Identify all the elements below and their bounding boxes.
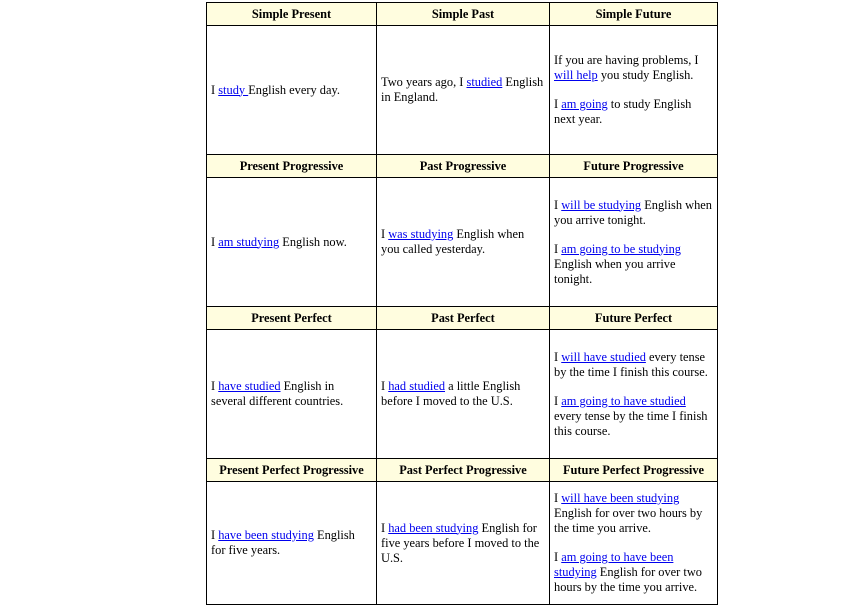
verb-link[interactable]: will have been studying — [561, 491, 680, 505]
example-cell-present-progressive — [207, 178, 377, 307]
sentence-end: every tense by the time I finish this course. — [554, 408, 708, 438]
example-sentence — [211, 528, 372, 558]
sentence-start: I — [554, 197, 562, 212]
example-sentence — [211, 83, 372, 98]
example-cell-simple-present — [207, 26, 377, 155]
sentence-start: I — [211, 82, 219, 97]
example-cell-simple-past — [377, 26, 550, 155]
sentence-end: English every day. — [248, 82, 340, 97]
sentence-start: I — [554, 491, 562, 505]
example-cell-present-perfect — [207, 330, 377, 459]
header-simple-present: Simple Present — [207, 3, 377, 26]
header-past-perfect: Past Perfect — [377, 307, 550, 330]
header-row — [207, 3, 718, 26]
tenses-table-body — [207, 3, 718, 605]
sentence-start: I — [211, 528, 219, 542]
example-sentence — [381, 227, 545, 257]
verb-link[interactable]: had studied — [388, 379, 446, 393]
header-row — [207, 459, 718, 482]
header-present-perfect: Present Perfect — [207, 307, 377, 330]
example-cell-simple-future — [550, 26, 718, 155]
verb-link[interactable]: am studying — [218, 234, 280, 249]
example-sentence — [554, 491, 713, 536]
sentence-start: I — [211, 234, 219, 249]
header-present-progressive: Present Progressive — [207, 155, 377, 178]
sentence-end: English when you called yesterday. — [381, 227, 525, 256]
verb-link[interactable]: will be studying — [561, 197, 642, 212]
example-cell-future-progressive — [550, 178, 718, 307]
example-sentence — [211, 379, 372, 409]
header-future-progressive: Future Progressive — [550, 155, 718, 178]
sentence-start: I — [211, 379, 219, 393]
header-simple-future: Simple Future — [550, 3, 718, 26]
sentence-end: English in England. — [381, 75, 544, 104]
example-cell-past-perfect — [377, 330, 550, 459]
sentence-end: you study English. — [597, 68, 694, 82]
example-cell-past-progressive — [377, 178, 550, 307]
header-present-perfect-progressive: Present Perfect Progressive — [207, 459, 377, 482]
sentence-end: English when you arrive tonight. — [554, 197, 712, 227]
sentence-start: I — [381, 520, 389, 535]
sentence-end: English for five years before I moved to the U.S. — [381, 520, 540, 565]
verb-link[interactable]: am going to have studied — [561, 393, 686, 408]
example-cell-past-perfect-progressive — [377, 482, 550, 605]
verb-link[interactable]: have studied — [218, 379, 281, 393]
header-future-perfect-progressive: Future Perfect Progressive — [550, 459, 718, 482]
example-sentence — [381, 521, 545, 566]
sentence-start: I — [554, 349, 562, 364]
sentence-end: every tense by the time I finish this course. — [554, 349, 708, 379]
example-sentence — [554, 350, 713, 380]
verb-link[interactable]: was studying — [388, 227, 454, 241]
verb-link[interactable]: had been studying — [388, 520, 479, 535]
verb-link[interactable]: will have studied — [561, 349, 646, 364]
example-row — [207, 26, 718, 155]
sentence-start: Two years ago, I — [381, 75, 467, 89]
tenses-table — [206, 2, 718, 605]
sentence-end: English when you arrive tonight. — [554, 256, 676, 286]
sentence-start: I — [554, 550, 562, 564]
header-past-progressive: Past Progressive — [377, 155, 550, 178]
example-row — [207, 482, 718, 605]
example-sentence — [554, 242, 713, 287]
example-row — [207, 178, 718, 307]
example-sentence — [554, 394, 713, 439]
sentence-start: I — [554, 393, 562, 408]
verb-link[interactable]: am going — [561, 97, 608, 111]
verb-link[interactable]: am going to be studying — [561, 241, 682, 256]
verb-link[interactable]: study — [218, 82, 249, 97]
verb-link[interactable]: am going to have been studying — [554, 550, 674, 579]
sentence-start: If you are having problems, I — [554, 53, 699, 67]
header-future-perfect: Future Perfect — [550, 307, 718, 330]
sentence-end: English now. — [279, 234, 347, 249]
verb-link[interactable]: will help — [554, 68, 598, 82]
header-row — [207, 307, 718, 330]
example-sentence — [554, 53, 713, 83]
sentence-start: I — [554, 241, 562, 256]
example-cell-future-perfect — [550, 330, 718, 459]
sentence-end: English in several different countries. — [211, 379, 344, 408]
example-sentence — [554, 198, 713, 228]
example-sentence — [381, 75, 545, 105]
example-cell-present-perfect-progressive — [207, 482, 377, 605]
example-sentence — [554, 550, 713, 595]
sentence-start: I — [554, 97, 562, 111]
sentence-end: to study English next year. — [554, 97, 692, 126]
example-sentence — [554, 97, 713, 127]
sentence-start: I — [381, 379, 389, 393]
example-sentence — [381, 379, 545, 409]
header-past-perfect-progressive: Past Perfect Progressive — [377, 459, 550, 482]
verb-link[interactable]: have been studying — [218, 528, 314, 542]
sentence-end: a little English before I moved to the U.S. — [381, 379, 521, 408]
example-row — [207, 330, 718, 459]
sentence-start: I — [381, 227, 389, 241]
sentence-end: English for five years. — [211, 528, 355, 557]
header-simple-past: Simple Past — [377, 3, 550, 26]
example-cell-future-perfect-progressive — [550, 482, 718, 605]
sentence-end: English for over two hours by the time you arrive. — [554, 506, 703, 535]
verb-link[interactable]: studied — [466, 75, 503, 89]
header-row — [207, 155, 718, 178]
sentence-end: English for over two hours by the time you arrive. — [554, 565, 702, 594]
example-sentence — [211, 235, 372, 250]
